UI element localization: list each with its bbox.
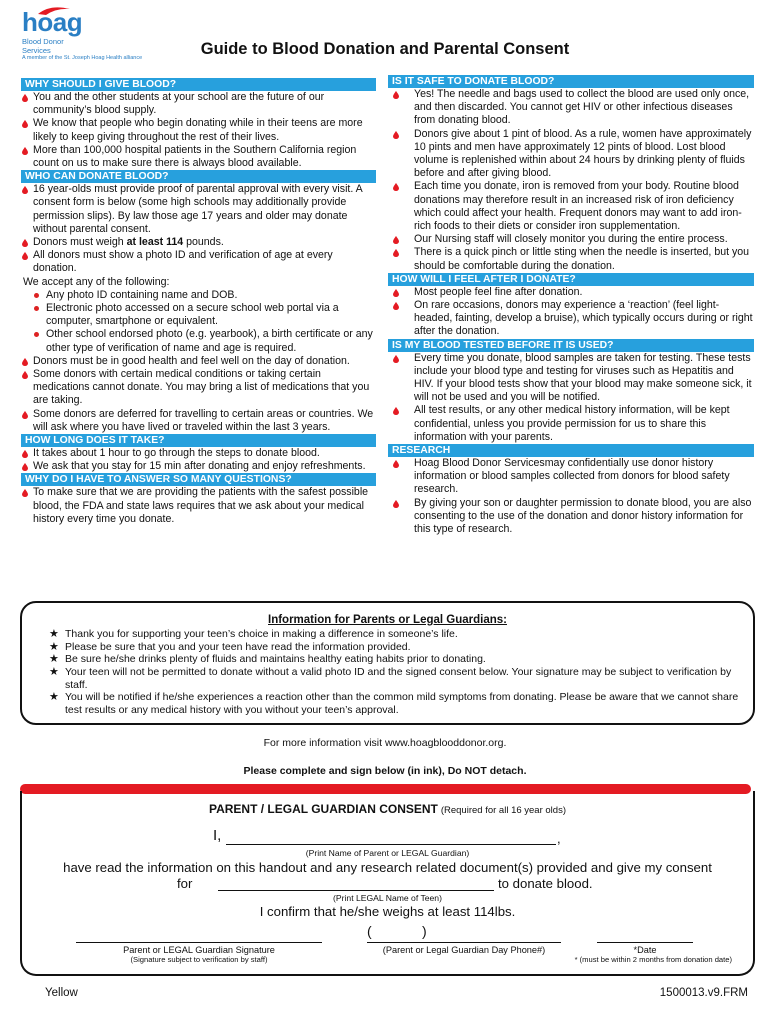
blood-drop-icon <box>393 302 399 310</box>
comma: , <box>557 831 561 846</box>
blood-drop-icon <box>22 239 28 247</box>
accept-text: We accept any of the following: <box>23 275 170 288</box>
parents-info-list <box>22 628 753 716</box>
signature-caption: Parent or LEGAL Guardian Signature <box>123 945 275 955</box>
consent-form <box>20 791 755 976</box>
logo-line2: Services <box>22 45 51 55</box>
list-item: Some donors with certain medical conditions or taking certain medications cannot donate. You may bring a list of medications that you are taking. <box>21 368 376 408</box>
list-item: Donors must weigh at least 114 pounds. <box>21 236 376 249</box>
list-item: Donors give about 1 pint of blood. As a rule, women have approximately 10 pints and men have approximately 12 pints of blood. Lost blood volume is replenished within about 24 hours by drinking plenty of fluids before and after giving blood. <box>388 128 754 181</box>
list-item: Yes! The needle and bags used to collect the blood are used only once, and then discarded. You cannot get HIV or other infectious diseases from donating blood. <box>388 88 754 128</box>
blood-drop-icon <box>22 120 28 128</box>
why-list <box>21 91 376 170</box>
blood-drop-icon <box>393 249 399 257</box>
section-header-how-long: HOW LONG DOES IT TAKE? <box>21 434 376 447</box>
list-item: Each time you donate, iron is removed from your body. Routine blood donations may therefore result in an increased risk of iron deficiency which could affect your health. Frequent donors may want to add iron-rich foods to their diets or consider iron supplementation. <box>388 180 754 233</box>
blood-drop-icon <box>22 463 28 471</box>
star-icon: ★ <box>49 691 59 704</box>
website-link[interactable]: www.hoagblooddonor.org. <box>384 737 507 749</box>
consent-title: PARENT / LEGAL GUARDIAN CONSENT <box>208 802 438 816</box>
blood-drop-icon <box>22 94 28 102</box>
bullet-dot-icon <box>34 293 39 298</box>
logo-word: hoag <box>22 7 83 37</box>
section-header-safe: IS IT SAFE TO DONATE BLOOD? <box>388 75 754 88</box>
phone-caption: (Parent or Legal Guardian Day Phone#) <box>382 945 546 955</box>
weight-requirement: at least 114 <box>126 236 184 249</box>
blood-drop-icon <box>393 91 399 99</box>
form-number: 1500013.v9.FRM <box>659 987 748 999</box>
list-item: Any photo ID containing name and DOB. <box>21 289 376 302</box>
bullet-dot-icon <box>34 332 39 337</box>
blood-drop-icon <box>22 252 28 260</box>
list-item: On rare occasions, donors may experience a ‘reaction’ (feel light-headed, fainting, develop a bruise), which typically occurs during or right after the donation. <box>388 299 754 339</box>
section-header-who: WHO CAN DONATE BLOOD? <box>21 170 376 183</box>
logo-tagline: A member of the St. Joseph Hoag Health alliance <box>22 55 143 61</box>
list-item: Every time you donate, blood samples are taken for testing. These tests include your blood type and testing for viruses such as Hepatitis and HIV. If your blood tests show that your blood may make someone sick, it will not be used and you will be notified. <box>388 352 754 405</box>
consent-title-note: (Required for all 16 year olds) <box>440 805 566 816</box>
copy-color-label: Yellow <box>45 987 78 999</box>
list-item: We ask that you stay for 15 min after donating and enjoy refreshments. <box>21 460 376 473</box>
consent-statement: have read the information on this handout and any research related document(s) provided and give my consent <box>63 860 712 875</box>
list-item: ★ Thank you for supporting your teen’s choice in making a difference in someone’s life. <box>49 628 458 641</box>
weight-statement: I confirm that he/she weighs at least 114lbs. <box>259 904 516 919</box>
list-item: ★ Please be sure that you and your teen have read the information provided. <box>49 640 411 653</box>
signature-note: (Signature subject to verification by staff) <box>130 955 268 964</box>
phone-field[interactable] <box>367 942 561 943</box>
list-item: All donors must show a photo ID and verification of age at every donation. <box>21 249 376 275</box>
blood-drop-icon <box>393 289 399 297</box>
phone-open-paren: ( <box>367 923 372 939</box>
list-item: It takes about 1 hour to go through the steps to donate blood. <box>21 447 376 460</box>
blood-drop-icon <box>393 131 399 139</box>
questions-list <box>21 486 376 526</box>
feel-list <box>388 286 754 339</box>
list-item: All test results, or any other medical history information, will be kept confidential, unless you provide permission for us to share this information with your parents. <box>388 404 754 444</box>
right-column <box>388 75 754 536</box>
star-icon: ★ <box>49 653 59 666</box>
list-item: Electronic photo accessed on a secure school web portal via a computer, smartphone or equivalent. <box>21 302 376 328</box>
parents-info-box <box>20 601 755 725</box>
who-more-list <box>21 355 376 434</box>
more-info-label: For more information visit <box>263 737 383 749</box>
accept-list <box>21 289 376 355</box>
list-item: Donors must be in good health and feel well on the day of donation. <box>21 355 376 368</box>
date-field[interactable] <box>597 942 693 943</box>
parent-name-caption: (Print Name of Parent or LEGAL Guardian) <box>305 848 470 858</box>
safe-list <box>388 88 754 273</box>
star-icon: ★ <box>49 640 59 653</box>
list-item: Most people feel fine after donation. <box>388 286 754 299</box>
list-item: ★ You will be notified if he/she experiences a reaction other than the common mild symptoms from donating. Please be aware that we cannot share test results or any medical history with you without your teen’s approval. <box>49 691 739 716</box>
section-header-why: WHY SHOULD I GIVE BLOOD? <box>21 78 376 91</box>
date-caption: *Date <box>633 945 657 955</box>
to-donate-label: to donate blood. <box>498 876 593 891</box>
blood-drop-icon <box>22 489 28 497</box>
list-item: ★ Your teen will not be permitted to donate without a valid photo ID and the signed consent below. Your signature may be subject to verification by staff. <box>49 665 732 691</box>
more-info <box>0 737 770 750</box>
blood-drop-icon <box>393 407 399 415</box>
blood-drop-icon <box>22 358 28 366</box>
list-item: Other school endorsed photo (e.g. yearbook), a birth certificate or any other type of verification of name and age is required. <box>21 328 376 354</box>
consent-heading <box>22 803 753 817</box>
list-item: There is a quick pinch or little sting when the needle is inserted, but you should be comfortable during the donation. <box>388 246 754 272</box>
left-column <box>21 78 376 526</box>
blood-drop-icon <box>22 147 28 155</box>
blood-drop-icon <box>22 371 28 379</box>
i-label: I, <box>213 827 222 844</box>
blood-drop-icon <box>393 236 399 244</box>
phone-close-paren: ) <box>422 923 427 939</box>
list-item: More than 100,000 hospital patients in the Southern California region count on us to make sure there is always blood available. <box>21 144 376 170</box>
blood-drop-icon <box>22 411 28 419</box>
how-long-list <box>21 447 376 473</box>
teen-name-caption: (Print LEGAL Name of Teen) <box>333 893 442 903</box>
list-item: By giving your son or daughter permission to donate blood, you are also consenting to the use of the donation and donor history information for this type of research. <box>388 497 754 537</box>
logo-line1: Blood Donor <box>22 37 64 46</box>
page-title: Guide to Blood Donation and Parental Consent <box>200 40 570 58</box>
list-item: We know that people who begin donating while in their teens are more likely to keep giving throughout the rest of their lives. <box>21 117 376 143</box>
tested-list <box>388 352 754 444</box>
research-list <box>388 457 754 536</box>
blood-drop-icon <box>393 460 399 468</box>
signature-field[interactable] <box>76 942 322 943</box>
section-header-research: RESEARCH <box>388 444 754 457</box>
list-item: Hoag Blood Donor Servicesmay confidentially use donor history information or blood samples collected from donors for blood safety research. <box>388 457 754 497</box>
list-item: Our Nursing staff will closely monitor you during the entire process. <box>388 233 754 246</box>
star-icon: ★ <box>49 628 59 641</box>
section-header-tested: IS MY BLOOD TESTED BEFORE IT IS USED? <box>388 339 754 352</box>
list-item: 16 year-olds must provide proof of parental approval with every visit. A consent form is below (some high schools may additionally provide permission slips). By law those age 17 years and older may donate without parental consent. <box>21 183 376 236</box>
list-item: You and the other students at your school are the future of our community’s blood supply. <box>21 91 376 117</box>
blood-drop-icon <box>22 186 28 194</box>
star-icon: ★ <box>49 665 59 678</box>
blood-drop-icon <box>393 183 399 191</box>
for-label: for <box>177 876 193 891</box>
parent-name-field[interactable] <box>226 844 556 845</box>
bullet-dot-icon <box>34 306 39 311</box>
date-note: * (must be within 2 months from donation date) <box>574 955 732 964</box>
section-header-feel: HOW WILL I FEEL AFTER I DONATE? <box>388 273 754 286</box>
list-item: Some donors are deferred for travelling to certain areas or countries. We will ask where you have lived or traveled within the last 3 years. <box>21 408 376 434</box>
teen-name-field[interactable] <box>218 890 494 891</box>
list-item: To make sure that we are providing the patients with the safest possible blood, the FDA and state laws requires that we ask about your medical history every time you donate. <box>21 486 376 526</box>
sign-instruction: Please complete and sign below (in ink), Do NOT detach. <box>243 765 527 777</box>
section-header-questions: WHY DO I HAVE TO ANSWER SO MANY QUESTIONS? <box>21 473 376 486</box>
blood-drop-icon <box>393 500 399 508</box>
list-item: ★ Be sure he/she drinks plenty of fluids and maintains healthy eating habits prior to donating. <box>49 653 486 666</box>
blood-drop-icon <box>22 450 28 458</box>
blood-drop-icon <box>393 355 399 363</box>
parents-info-title: Information for Parents or Legal Guardians: <box>268 614 507 626</box>
